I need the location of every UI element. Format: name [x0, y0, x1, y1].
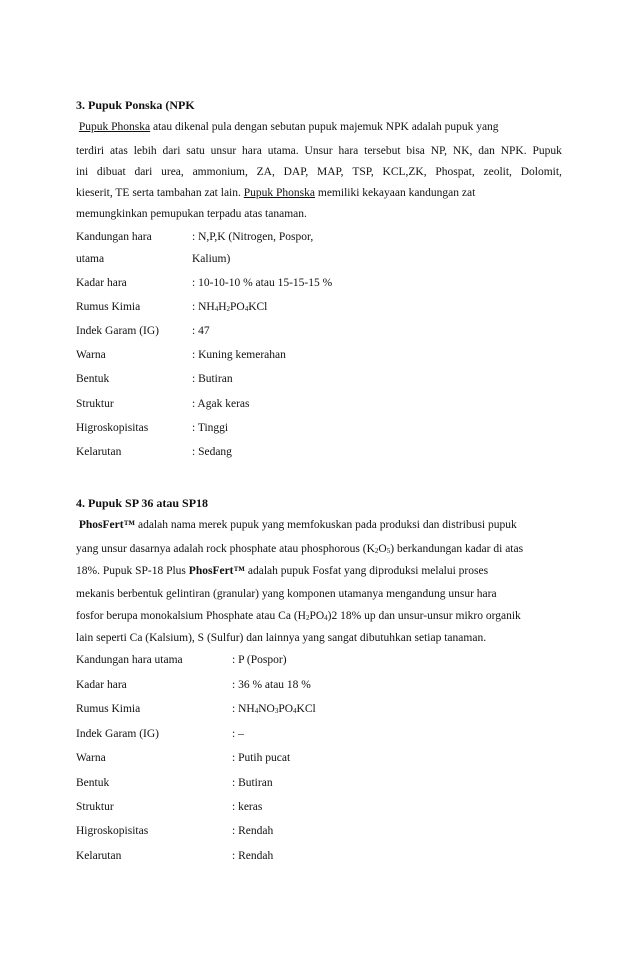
s4-para-line-4: mekanis berbentuk gelintiran (granular) yang komponen utamanya mengandung unsur hara [76, 588, 497, 600]
s4-para-line-5: fosfor berupa monokalsium Phosphate atau Ca $(H_2PO_4)2$ 18% up dan unsur-unsur mikro organik [76, 610, 521, 622]
s3-para-line-2: terdiri atas lebih dari satu unsur hara utama. Unsur hara tersebut bisa NP, NK, dan NPK. Pupuk [76, 145, 562, 157]
pupuk-phonska-link[interactable]: Pupuk Phonska [78, 121, 151, 133]
s4-para-line-2: yang unsur dasarnya adalah rock phosphate atau phosphorous $(K_2O_5)$ berkandungan kadar di atas [76, 543, 524, 555]
chemical-formula-2: : $NH_4NO_3PO_4KCl$ [232, 703, 316, 715]
s3-para-line-1: Pupuk Phonska atau dikenal pula dengan sebutan pupuk majemuk NPK adalah pupuk yang [78, 121, 499, 133]
s3-para-line-5: memungkinkan pemupukan terpadu atas tanaman. [76, 208, 307, 220]
s4-para-line-1: PhosFert™ adalah nama merek pupuk yang memfokuskan pada produksi dan distribusi pupuk [78, 519, 517, 531]
section-4-heading: 4. Pupuk SP 36 atau SP18 [76, 496, 209, 510]
s4-para-line-6: lain seperti Ca (Kalsium), S (Sulfur) dan lainnya yang sangat dibutuhkan setiap tanaman. [76, 632, 487, 644]
document-page: 3. Pupuk Ponska (NPK Pupuk Phonska atau dikenal pula dengan sebutan pupuk majemuk NPK adalah pupuk yang terdiri atas lebih dari satu unsur hara utama. Unsur hara tersebut bisa NP, NK, dan NPK. Pupuk ini dibuat dari urea, ammonium, ZA, DAP, MAP, TSP, KCL,ZK, Phospat, zeolit, Dolomit, kieserit, TE serta tambahan zat lain. Pupuk Phonska memiliki kekayaan kandungan zat memungkinkan pemupukan terpadu atas tanaman. Kandungan hara : N,P,K (Nitrogen, Pospor, utama Kalium) Kadar hara : 10-10-10 % atau 15-15-15 % Rumus Kimia : $NH_4H_2PO_4KCl$ Indek Garam (IG) : 47 Warna : Kuning kemerahan Bentuk : Butiran Struktur : Agak keras Higroskopisitas : Tinggi Kelarutan : Sedang 4. Pupuk SP 36 atau SP18 PhosFert™ adalah nama merek pupuk yang memfokuskan pada produksi dan distribusi pupuk yang unsur dasarnya adalah rock phosphate atau phosphorous $(K_2O_5)$ berkandungan kadar di atas 18%. Pupuk SP-18 Plus PhosFert™ adalah pupuk Fosfat yang diproduksi melalui proses mekanis berbentuk gelintiran (granular) yang komponen utamanya mengandung unsur hara fosfor berupa monokalsium Phosphate atau Ca $(H_2PO_4)2$ 18% up dan unsur-unsur mikro organik lain seperti Ca (Kalsium), S (Sulfur) dan lainnya yang sangat dibutuhkan setiap tanaman. Kandungan hara utama : P (Pospor) Kadar hara : 36 % atau 18 % Rumus Kimia : $NH_4NO_3PO_4KCl$ Indek Garam (IG) : – Warna : Putih pucat Bentuk : Butiran Struktur : keras Higroskopisitas : Rendah Kelarutan : Rendah [76, 98, 562, 862]
section-3-heading: 3. Pupuk Ponska (NPK [76, 98, 195, 112]
s3-para-line-4: kieserit, TE serta tambahan zat lain. Pupuk Phonska memiliki kekayaan kandungan zat [76, 187, 476, 199]
pupuk-phonska-link-2[interactable]: Pupuk Phonska [243, 187, 315, 199]
s3-para-line-3: ini dibuat dari urea, ammonium, ZA, DAP, MAP, TSP, KCL,ZK, Phospat, zeolit, Dolomit, [76, 166, 562, 178]
chemical-formula: : $NH_4H_2PO_4KCl$ [192, 301, 268, 313]
s4-para-line-3: 18%. Pupuk SP-18 Plus PhosFert™ adalah pupuk Fosfat yang diproduksi melalui proses [76, 565, 489, 577]
